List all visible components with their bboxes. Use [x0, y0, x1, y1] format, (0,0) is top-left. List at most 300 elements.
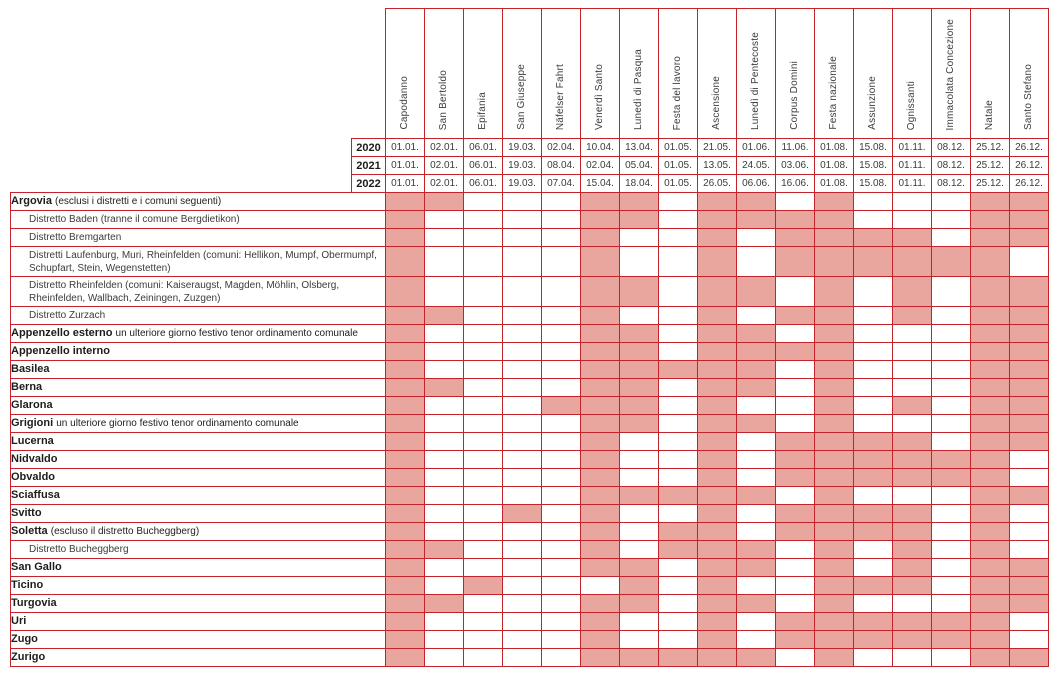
holiday-cell — [659, 523, 698, 541]
table-row — [11, 541, 1049, 559]
holiday-cell — [698, 361, 737, 379]
holiday-cell — [932, 433, 971, 451]
holiday-cell — [893, 505, 932, 523]
holiday-cell — [464, 541, 503, 559]
holiday-header-label: Santo Stefano — [1023, 64, 1034, 130]
holiday-cell — [581, 559, 620, 577]
holiday-cell — [425, 247, 464, 277]
holiday-cell — [620, 595, 659, 613]
canton-label — [11, 613, 386, 631]
date-cell: 08.12. — [932, 175, 971, 193]
holiday-header-label: Lunedì di Pentecoste — [750, 32, 761, 130]
holiday-cell — [542, 307, 581, 325]
holiday-cell — [932, 361, 971, 379]
holiday-cell — [464, 523, 503, 541]
holiday-header-row — [11, 9, 1049, 139]
holiday-cell — [620, 247, 659, 277]
holiday-cell — [932, 247, 971, 277]
holiday-cell — [542, 523, 581, 541]
holiday-cell — [503, 277, 542, 307]
holiday-cell — [1010, 193, 1049, 211]
row-label-text: Lucerna — [11, 435, 54, 448]
holiday-cell — [737, 595, 776, 613]
holiday-cell — [893, 433, 932, 451]
holiday-cell — [815, 211, 854, 229]
canton-label — [11, 505, 386, 523]
holiday-cell — [932, 559, 971, 577]
date-cell: 13.05. — [698, 157, 737, 175]
holiday-header-label: Immacolata Concezione — [945, 18, 956, 130]
row-label-text: Uri — [11, 615, 27, 628]
holiday-cell — [620, 433, 659, 451]
holiday-cell — [542, 277, 581, 307]
holiday-cell — [971, 631, 1010, 649]
holiday-cell — [815, 193, 854, 211]
holiday-cell — [581, 631, 620, 649]
holiday-cell — [620, 277, 659, 307]
holiday-cell — [503, 211, 542, 229]
holiday-cell — [854, 379, 893, 397]
row-label-text: Grigioni — [11, 417, 54, 430]
holiday-cell — [386, 397, 425, 415]
holiday-cell — [503, 631, 542, 649]
date-cell: 16.06. — [776, 175, 815, 193]
holiday-cell — [698, 193, 737, 211]
holiday-cell — [698, 211, 737, 229]
holiday-cell — [464, 451, 503, 469]
holiday-cell — [971, 247, 1010, 277]
holiday-header-cell — [503, 9, 542, 139]
date-cell: 06.06. — [737, 175, 776, 193]
row-label-text: Berna — [11, 381, 43, 394]
holiday-cell — [815, 649, 854, 667]
date-cell: 10.04. — [581, 139, 620, 157]
holiday-cell — [971, 343, 1010, 361]
holiday-cell — [971, 577, 1010, 595]
holiday-header-label: San Giuseppe — [516, 64, 527, 130]
holiday-cell — [542, 247, 581, 277]
holiday-cell — [932, 541, 971, 559]
holiday-cell — [776, 577, 815, 595]
holiday-cell — [893, 193, 932, 211]
holiday-cell — [425, 631, 464, 649]
date-cell: 19.03. — [503, 139, 542, 157]
holiday-cell — [737, 247, 776, 277]
holiday-cell — [581, 343, 620, 361]
district-label — [11, 307, 386, 325]
district-label — [11, 211, 386, 229]
holiday-cell — [932, 211, 971, 229]
holiday-cell — [698, 541, 737, 559]
holiday-cell — [737, 415, 776, 433]
holiday-cell — [659, 595, 698, 613]
holiday-cell — [932, 649, 971, 667]
holiday-cell — [971, 487, 1010, 505]
holiday-cell — [815, 397, 854, 415]
holiday-cell — [815, 541, 854, 559]
holiday-cell — [893, 541, 932, 559]
holiday-cell — [737, 325, 776, 343]
table-row — [11, 559, 1049, 577]
row-label-text: Distretto Bremgarten — [29, 232, 122, 243]
year-row-spacer — [11, 157, 352, 175]
holiday-cell — [464, 469, 503, 487]
holiday-cell — [854, 343, 893, 361]
holiday-header-wrap — [386, 12, 424, 138]
row-label-text: Glarona — [11, 399, 53, 412]
date-cell: 13.04. — [620, 139, 659, 157]
canton-label — [11, 343, 386, 361]
holiday-cell — [542, 649, 581, 667]
holiday-cell — [425, 397, 464, 415]
holiday-cell — [737, 379, 776, 397]
holiday-cell — [503, 487, 542, 505]
holiday-cell — [542, 451, 581, 469]
holiday-header-label: Epifania — [477, 92, 488, 130]
holiday-cell — [698, 325, 737, 343]
holiday-cell — [698, 247, 737, 277]
holiday-cell — [620, 469, 659, 487]
date-cell: 01.01. — [386, 157, 425, 175]
holiday-cell — [659, 343, 698, 361]
holiday-cell — [971, 451, 1010, 469]
date-cell: 21.05. — [698, 139, 737, 157]
holiday-header-wrap — [854, 12, 892, 138]
holiday-cell — [620, 631, 659, 649]
holiday-cell — [425, 541, 464, 559]
holiday-cell — [854, 469, 893, 487]
holiday-cell — [659, 487, 698, 505]
row-label-text: Turgovia — [11, 597, 57, 610]
holiday-cell — [971, 559, 1010, 577]
holiday-cell — [464, 433, 503, 451]
holiday-cell — [854, 247, 893, 277]
district-label — [11, 277, 386, 307]
canton-label — [11, 433, 386, 451]
holiday-cell — [464, 577, 503, 595]
holiday-cell — [542, 433, 581, 451]
holiday-cell — [386, 559, 425, 577]
holiday-cell — [425, 277, 464, 307]
holiday-cell — [620, 487, 659, 505]
holiday-cell — [503, 379, 542, 397]
holiday-cell — [503, 559, 542, 577]
year-row — [11, 139, 1049, 157]
holiday-cell — [659, 361, 698, 379]
holiday-cell — [542, 193, 581, 211]
holiday-cell — [581, 523, 620, 541]
holiday-cell — [737, 469, 776, 487]
holiday-cell — [464, 397, 503, 415]
holiday-cell — [776, 277, 815, 307]
holiday-header-cell — [386, 9, 425, 139]
holiday-cell — [776, 541, 815, 559]
holiday-cell — [542, 577, 581, 595]
holiday-cell — [854, 433, 893, 451]
holiday-cell — [698, 343, 737, 361]
table-row — [11, 469, 1049, 487]
holiday-cell — [386, 613, 425, 631]
holiday-cell — [776, 487, 815, 505]
holiday-header-label: Capodanno — [399, 76, 410, 130]
holiday-cell — [932, 505, 971, 523]
holiday-cell — [425, 559, 464, 577]
holiday-cell — [581, 307, 620, 325]
holiday-cell — [737, 277, 776, 307]
holiday-cell — [1010, 397, 1049, 415]
holiday-cell — [1010, 595, 1049, 613]
date-cell: 01.06. — [737, 139, 776, 157]
holiday-cell — [464, 379, 503, 397]
holiday-cell — [737, 631, 776, 649]
row-label-text: Appenzello esterno — [11, 327, 113, 340]
holiday-cell — [542, 595, 581, 613]
holiday-cell — [386, 229, 425, 247]
holiday-cell — [464, 307, 503, 325]
holiday-cell — [971, 613, 1010, 631]
holiday-cell — [620, 559, 659, 577]
holiday-cell — [425, 577, 464, 595]
canton-label — [11, 379, 386, 397]
holiday-cell — [971, 595, 1010, 613]
holiday-cell — [815, 469, 854, 487]
date-cell: 07.04. — [542, 175, 581, 193]
holiday-header-label: Ognissanti — [906, 80, 917, 130]
holiday-cell — [386, 211, 425, 229]
holiday-cell — [854, 325, 893, 343]
holiday-cell — [971, 277, 1010, 307]
holiday-cell — [425, 613, 464, 631]
holiday-cell — [464, 247, 503, 277]
table-row — [11, 595, 1049, 613]
holiday-cell — [854, 595, 893, 613]
holiday-cell — [854, 397, 893, 415]
holiday-cell — [1010, 211, 1049, 229]
holiday-cell — [620, 397, 659, 415]
holiday-cell — [932, 631, 971, 649]
date-cell: 01.05. — [659, 175, 698, 193]
holiday-cell — [776, 379, 815, 397]
holiday-header-label: Venerdì Santo — [594, 64, 605, 130]
holiday-header-wrap — [503, 12, 541, 138]
holiday-cell — [893, 361, 932, 379]
holiday-cell — [815, 487, 854, 505]
date-cell: 02.04. — [542, 139, 581, 157]
holiday-cell — [854, 649, 893, 667]
date-cell: 25.12. — [971, 139, 1010, 157]
holiday-cell — [503, 613, 542, 631]
holiday-cell — [659, 469, 698, 487]
table-row — [11, 307, 1049, 325]
holiday-cell — [776, 361, 815, 379]
holiday-header-cell — [659, 9, 698, 139]
holiday-cell — [971, 229, 1010, 247]
table-row — [11, 487, 1049, 505]
holiday-cell — [386, 379, 425, 397]
date-cell: 08.04. — [542, 157, 581, 175]
holiday-cell — [1010, 559, 1049, 577]
holiday-cell — [815, 577, 854, 595]
holiday-cell — [620, 325, 659, 343]
date-cell: 26.12. — [1010, 157, 1049, 175]
holiday-cell — [893, 211, 932, 229]
holiday-cell — [815, 379, 854, 397]
holiday-cell — [854, 487, 893, 505]
holiday-cell — [815, 631, 854, 649]
table-row — [11, 277, 1049, 307]
holiday-cell — [1010, 415, 1049, 433]
holiday-cell — [971, 469, 1010, 487]
holiday-cell — [581, 397, 620, 415]
holiday-cell — [932, 343, 971, 361]
holiday-header-cell — [698, 9, 737, 139]
table-row — [11, 343, 1049, 361]
holiday-cell — [893, 229, 932, 247]
holiday-header-cell — [464, 9, 503, 139]
year-row-spacer — [11, 139, 352, 157]
holiday-cell — [542, 397, 581, 415]
holiday-cell — [659, 577, 698, 595]
holiday-cell — [737, 541, 776, 559]
canton-label — [11, 577, 386, 595]
holiday-cell — [542, 631, 581, 649]
holiday-cell — [971, 541, 1010, 559]
holiday-cell — [542, 505, 581, 523]
date-cell: 01.08. — [815, 157, 854, 175]
date-cell: 01.11. — [893, 139, 932, 157]
date-cell: 01.08. — [815, 175, 854, 193]
holiday-cell — [542, 415, 581, 433]
holiday-cell — [854, 613, 893, 631]
holiday-cell — [386, 307, 425, 325]
holiday-cell — [581, 379, 620, 397]
holiday-header-cell — [1010, 9, 1049, 139]
holiday-cell — [659, 613, 698, 631]
row-label-text: Distretto Baden (tranne il comune Bergdietikon) — [29, 214, 240, 225]
holiday-cell — [698, 559, 737, 577]
holiday-cell — [386, 541, 425, 559]
holiday-cell — [659, 559, 698, 577]
date-cell: 25.12. — [971, 157, 1010, 175]
year-row — [11, 157, 1049, 175]
holiday-cell — [542, 487, 581, 505]
holiday-header-cell — [776, 9, 815, 139]
holiday-cell — [971, 397, 1010, 415]
holiday-cell — [737, 343, 776, 361]
holiday-cell — [932, 415, 971, 433]
holiday-cell — [503, 505, 542, 523]
holiday-header-wrap — [776, 12, 814, 138]
year-label: 2022 — [352, 175, 386, 193]
date-cell: 25.12. — [971, 175, 1010, 193]
holiday-cell — [737, 451, 776, 469]
canton-label — [11, 451, 386, 469]
holiday-cell — [932, 397, 971, 415]
holiday-cell — [698, 577, 737, 595]
date-cell: 05.04. — [620, 157, 659, 175]
holiday-cell — [425, 325, 464, 343]
holiday-cell — [1010, 361, 1049, 379]
holiday-cell — [815, 505, 854, 523]
holiday-cell — [854, 361, 893, 379]
holiday-cell — [1010, 307, 1049, 325]
holiday-cell — [581, 229, 620, 247]
holiday-cell — [932, 577, 971, 595]
holiday-cell — [893, 631, 932, 649]
date-cell: 01.11. — [893, 157, 932, 175]
holiday-cell — [464, 325, 503, 343]
district-label — [11, 541, 386, 559]
holiday-table — [10, 8, 1049, 667]
holiday-cell — [971, 211, 1010, 229]
holiday-cell — [698, 379, 737, 397]
holiday-cell — [620, 505, 659, 523]
holiday-cell — [776, 505, 815, 523]
holiday-cell — [893, 613, 932, 631]
holiday-cell — [971, 325, 1010, 343]
holiday-cell — [815, 229, 854, 247]
holiday-cell — [971, 415, 1010, 433]
holiday-cell — [464, 595, 503, 613]
row-label-text: Ticino — [11, 579, 44, 592]
holiday-cell — [464, 505, 503, 523]
holiday-cell — [698, 631, 737, 649]
holiday-cell — [932, 523, 971, 541]
holiday-cell — [815, 307, 854, 325]
holiday-header-label: Näfelser Fahrt — [555, 63, 566, 130]
holiday-header-cell — [737, 9, 776, 139]
holiday-cell — [1010, 577, 1049, 595]
date-cell: 02.01. — [425, 139, 464, 157]
holiday-cell — [425, 487, 464, 505]
holiday-cell — [737, 613, 776, 631]
holiday-cell — [854, 229, 893, 247]
holiday-cell — [1010, 343, 1049, 361]
holiday-cell — [698, 451, 737, 469]
holiday-cell — [659, 379, 698, 397]
holiday-cell — [1010, 325, 1049, 343]
holiday-cell — [386, 325, 425, 343]
holiday-cell — [737, 193, 776, 211]
holiday-cell — [386, 247, 425, 277]
holiday-cell — [737, 559, 776, 577]
holiday-header-wrap — [425, 12, 463, 138]
holiday-cell — [386, 487, 425, 505]
holiday-cell — [542, 379, 581, 397]
table-row — [11, 649, 1049, 667]
canton-label — [11, 559, 386, 577]
holiday-cell — [542, 559, 581, 577]
holiday-cell — [854, 307, 893, 325]
date-cell: 15.04. — [581, 175, 620, 193]
date-cell: 15.08. — [854, 157, 893, 175]
holiday-cell — [581, 487, 620, 505]
district-label — [11, 247, 386, 277]
holiday-header-wrap — [464, 12, 502, 138]
holiday-cell — [659, 307, 698, 325]
holiday-cell — [386, 577, 425, 595]
holiday-cell — [386, 649, 425, 667]
holiday-cell — [581, 325, 620, 343]
row-label-text: Distretti Laufenburg, Muri, Rheinfelden (comuni: Hellikon, Mumpf, Obermumpf, Schupfart, Stein, Wegenstetten) — [29, 249, 377, 274]
holiday-cell — [776, 307, 815, 325]
holiday-header-cell — [542, 9, 581, 139]
holiday-cell — [386, 505, 425, 523]
holiday-cell — [893, 397, 932, 415]
row-label-text: Distretto Zurzach — [29, 310, 106, 321]
holiday-cell — [815, 277, 854, 307]
holiday-header-wrap — [815, 12, 853, 138]
